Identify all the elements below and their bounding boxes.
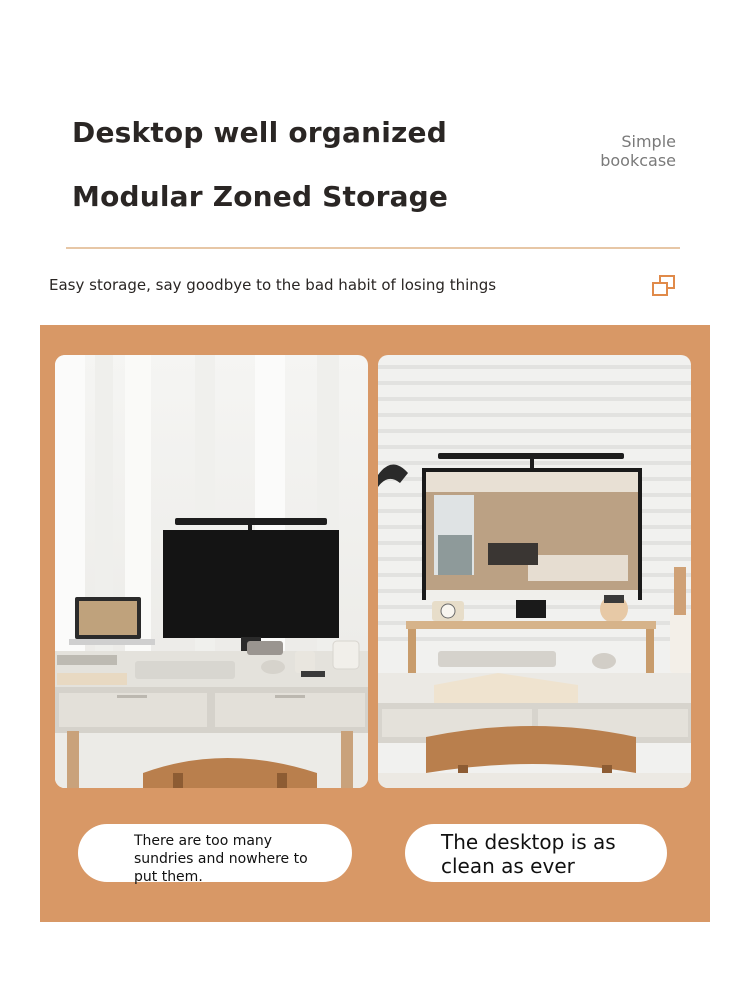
cluttered-desk-photo [55,355,368,788]
comparison-panel [40,325,710,922]
organized-desk-photo [378,355,691,788]
tag-label: Simple bookcase [600,132,676,170]
caption-after-text: The desktop is as clean as ever [441,830,616,878]
title-line-1: Desktop well organized [72,116,447,149]
subtitle: Easy storage, say goodbye to the bad habit of losing things [49,276,497,294]
copy-squares-icon [650,274,678,298]
caption-after [405,824,667,882]
caption-before [78,824,352,885]
caption-before-text: There are too many sundries and nowhere to put them. [134,833,308,885]
title-line-2: Modular Zoned Storage [72,180,449,213]
divider [66,247,680,249]
